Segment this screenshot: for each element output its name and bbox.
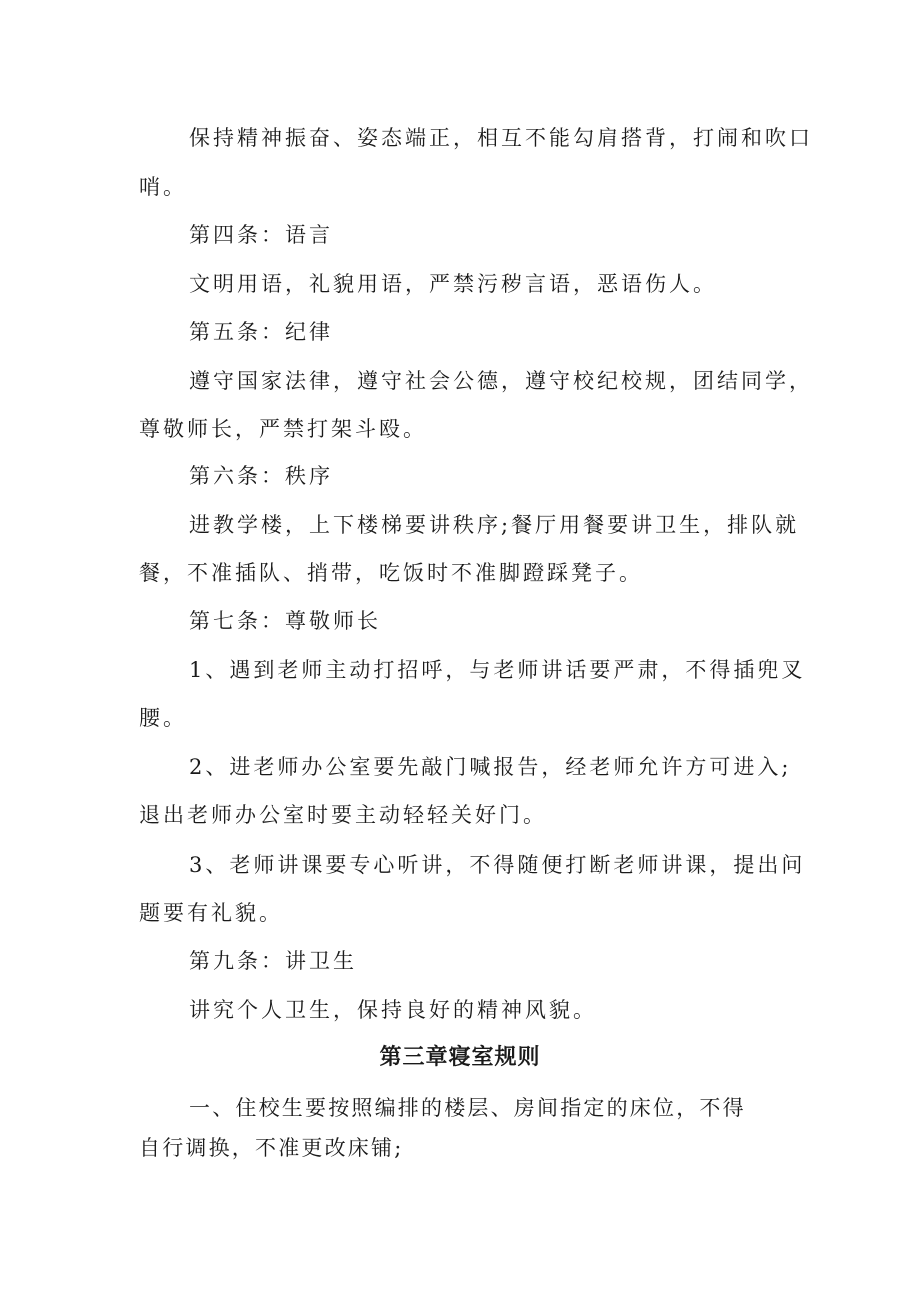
paragraph-line: 餐，不准插队、捎带，吃饭时不准脚蹬踩凳子。: [139, 561, 643, 585]
list-item-line: 题要有礼貌。: [139, 901, 283, 925]
list-item-line: 1、遇到老师主动打招呼，与老师讲话要严肃，不得插兜叉: [189, 658, 806, 682]
paragraph-line: 文明用语，礼貌用语，严禁污秽言语，恶语伤人。: [189, 272, 717, 296]
paragraph-line: 尊敬师长，严禁打架斗殴。: [139, 417, 427, 441]
article-title: 第九条：讲卫生: [189, 949, 357, 973]
article-title: 第五条：纪律: [189, 320, 333, 344]
paragraph-line: 保持精神振奋、姿态端正，相互不能勾肩搭背，打闹和吹口: [189, 126, 813, 150]
chapter-heading: 第三章寝室规则: [379, 1045, 541, 1070]
list-item-line: 一、住校生要按照编排的楼层、房间指定的床位，不得: [189, 1096, 746, 1120]
list-item-line: 2、进老师办公室要先敲门喊报告，经老师允许方可进入;: [189, 755, 792, 779]
list-item-line: 退出老师办公室时要主动轻轻关好门。: [139, 803, 547, 827]
list-item-line: 自行调换，不准更改床铺;: [139, 1136, 404, 1160]
paragraph-line: 讲究个人卫生，保持良好的精神风貌。: [189, 998, 597, 1022]
article-title: 第六条：秩序: [189, 464, 333, 488]
paragraph-line: 哨。: [139, 175, 187, 199]
article-title: 第四条：语言: [189, 223, 333, 247]
list-item-line: 腰。: [139, 706, 187, 730]
article-title: 第七条：尊敬师长: [189, 609, 381, 633]
paragraph-line: 遵守国家法律，遵守社会公德，遵守校纪校规，团结同学，: [189, 369, 813, 393]
paragraph-line: 进教学楼，上下楼梯要讲秩序;餐厅用餐要讲卫生，排队就: [189, 513, 800, 537]
list-item-line: 3、老师讲课要专心听讲，不得随便打断老师讲课，提出问: [189, 853, 806, 877]
